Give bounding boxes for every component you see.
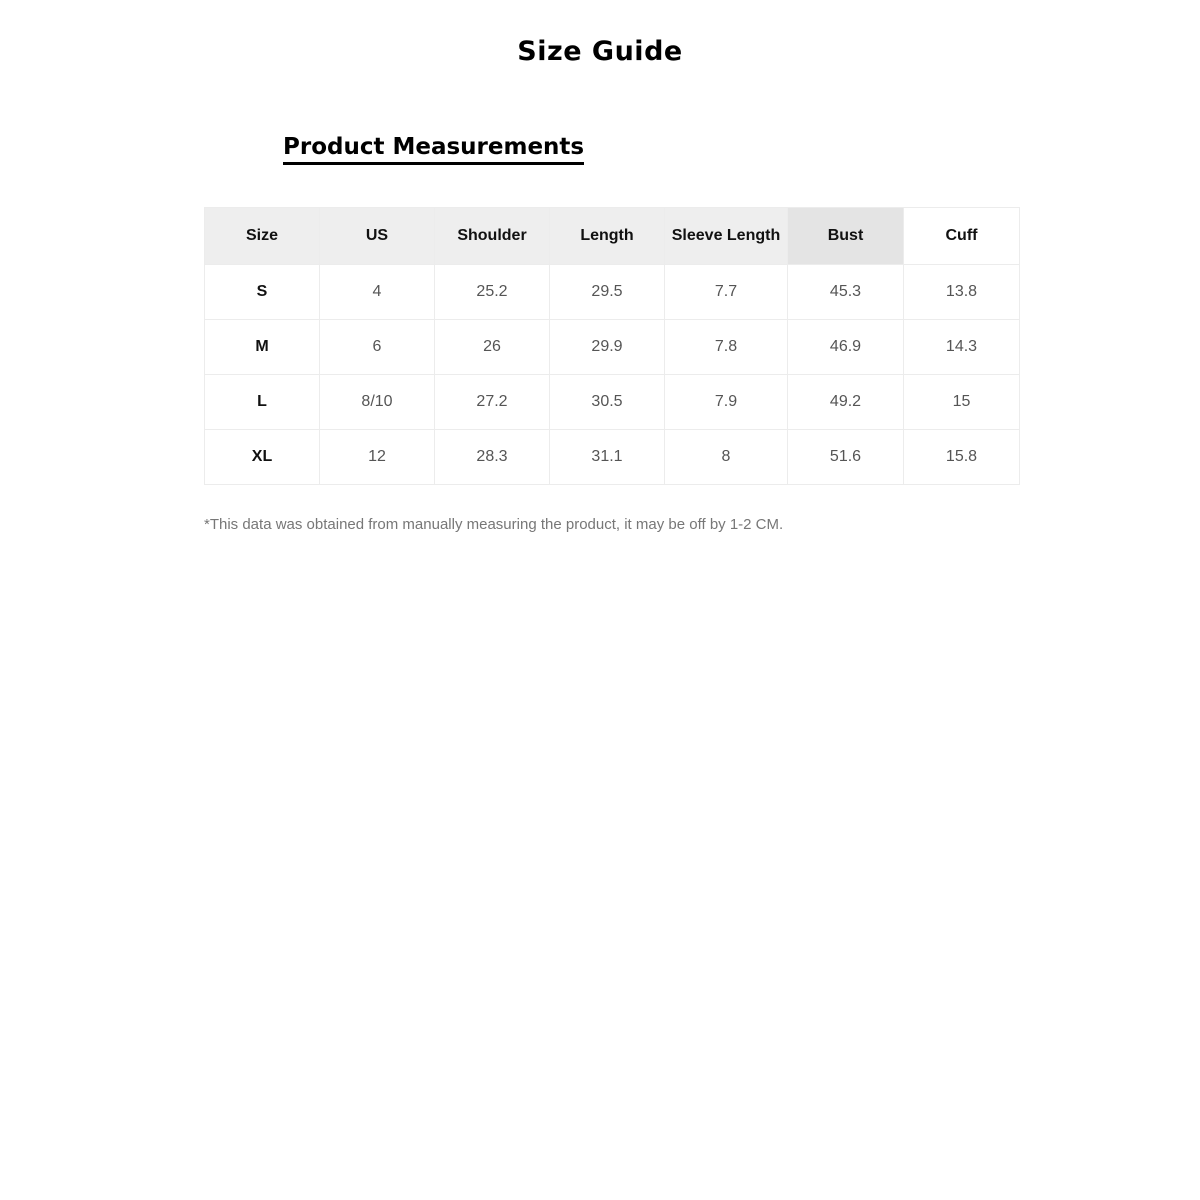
table-cell: 13.8 bbox=[904, 265, 1020, 320]
table-cell: 31.1 bbox=[550, 430, 665, 485]
table-cell: 29.9 bbox=[550, 320, 665, 375]
table-cell: 46.9 bbox=[788, 320, 904, 375]
table-cell: 25.2 bbox=[435, 265, 550, 320]
table-cell: 45.3 bbox=[788, 265, 904, 320]
table-cell: 28.3 bbox=[435, 430, 550, 485]
table-cell: 8 bbox=[665, 430, 788, 485]
table-row bbox=[205, 265, 1020, 320]
table-cell: 30.5 bbox=[550, 375, 665, 430]
column-header-cuff: Cuff bbox=[904, 208, 1020, 265]
table-cell: 6 bbox=[320, 320, 435, 375]
table-cell: 8/10 bbox=[320, 375, 435, 430]
section-title: Product Measurements bbox=[283, 134, 584, 165]
size-table bbox=[204, 207, 1020, 485]
table-header-row bbox=[205, 208, 1020, 265]
measurement-footnote: *This data was obtained from manually measuring the product, it may be off by 1-2 CM. bbox=[204, 516, 784, 533]
table-cell: 51.6 bbox=[788, 430, 904, 485]
table-cell: 7.9 bbox=[665, 375, 788, 430]
table-cell: 12 bbox=[320, 430, 435, 485]
table-cell: 49.2 bbox=[788, 375, 904, 430]
table-cell-size: S bbox=[205, 265, 320, 320]
column-header-us: US bbox=[320, 208, 435, 265]
table-row bbox=[205, 320, 1020, 375]
column-header-sleeve-length: Sleeve Length bbox=[665, 208, 788, 265]
table-cell: 7.7 bbox=[665, 265, 788, 320]
table-cell: 14.3 bbox=[904, 320, 1020, 375]
table-cell-size: M bbox=[205, 320, 320, 375]
column-header-bust: Bust bbox=[788, 208, 904, 265]
table-cell: 7.8 bbox=[665, 320, 788, 375]
column-header-length: Length bbox=[550, 208, 665, 265]
column-header-size: Size bbox=[205, 208, 320, 265]
table-row bbox=[205, 430, 1020, 485]
table-cell: 29.5 bbox=[550, 265, 665, 320]
table-cell: 26 bbox=[435, 320, 550, 375]
column-header-shoulder: Shoulder bbox=[435, 208, 550, 265]
table-cell: 15.8 bbox=[904, 430, 1020, 485]
table-cell-size: L bbox=[205, 375, 320, 430]
page-title: Size Guide bbox=[517, 36, 683, 67]
table-row bbox=[205, 375, 1020, 430]
table-cell: 27.2 bbox=[435, 375, 550, 430]
table-cell: 4 bbox=[320, 265, 435, 320]
table-cell-size: XL bbox=[205, 430, 320, 485]
table-cell: 15 bbox=[904, 375, 1020, 430]
